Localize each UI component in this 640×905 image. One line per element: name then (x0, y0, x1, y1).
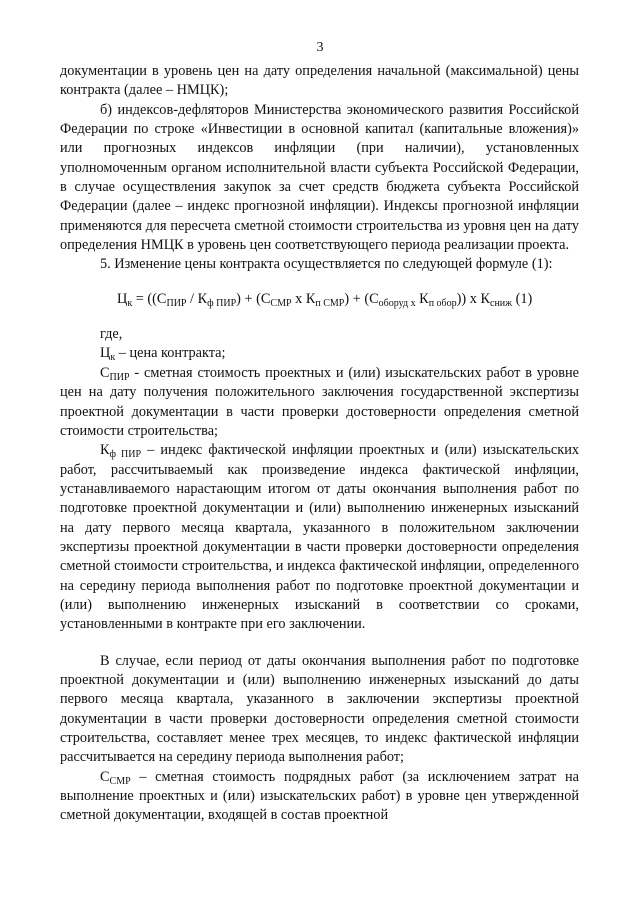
paragraph: документации в уровень цен на дату определения начальной (максимальной) цены контракта (далее – НМЦК); (60, 63, 579, 99)
page-number: 3 (316, 40, 324, 55)
definition-csmr (60, 768, 579, 826)
formula-subscript: сниж (490, 297, 513, 309)
paragraph: где, (100, 326, 123, 343)
formula-part: = ((С (132, 290, 167, 307)
formula-subscript: оборуд х (378, 297, 416, 309)
formula-subscript: п обор (428, 297, 457, 309)
definition-spir (60, 364, 579, 441)
symbol-subscript: к (110, 352, 116, 364)
paragraph: 5. Изменение цены контракта осуществляется по следующей формуле (1): (100, 256, 553, 273)
formula-part: ) + (С (344, 290, 379, 307)
document-body (60, 62, 579, 826)
symbol: С (100, 364, 110, 381)
definition-text: - сметная стоимость проектных и (или) изыскательских работ в уровне цен на дату получения положительного заключения государственной экспертизы проектной документации в части проверки достоверности определения сметной стоимости строительства; (60, 364, 579, 439)
formula-part: х К (291, 290, 316, 307)
formula-part: Ц (117, 290, 128, 307)
formula-part: )) х К (456, 290, 491, 307)
paragraph: б) индексов-дефляторов Министерства экономического развития Российской Федерации по строке «Инвестиции в основной капитал (капитальные вложения)» или прогнозных индексов инфляции (при наличии), установленных уполномоченным органом исполнительной власти субъекта Российской Федерации, в случае осуществления закупок за счет средств бюджета субъекта Российской Федерации (далее – индекс прогнозной инфляции). Индексы прогнозной инфляции применяются для пересчета сметной стоимости строительства из уровня цен на дату определения НМЦК в уровень цен соответствующего периода реализации проекта. (60, 101, 579, 254)
definition-text: – цена контракта; (115, 345, 226, 362)
formula-part: / К (186, 290, 208, 307)
definition-ck (60, 344, 579, 363)
definition-text: – индекс фактической инфляции проектных и (или) изыскательских работ, рассчитываемый как произведение индекса фактической инфляции, устанавливаемого нарастающим итогом от даты окончания выполнения работ по подготовке проектной документации и (или) выполнению инженерных изысканий на дату первого месяца квартала, указанного в положительном заключении экспертизы проектной документации в части проверки достоверности определения сметной стоимости строительства, и индекса фактической инфляции, определенного на середину периода выполнения работ по подготовке проектной документации и (или) выполнению инженерных изысканий в соответствии со сроками, установленными в контракте при его заключении. (60, 442, 580, 633)
formula-part: ) + (С (236, 290, 271, 307)
symbol-subscript: СМР (109, 775, 131, 787)
formula-subscript: п СМР (315, 297, 345, 309)
definition-text: – сметная стоимость подрядных работ (за исключением затрат на выполнение проектных и (или) изыскательских работ) в уровне цен утвержденной сметной документации, входящей в состав проектной (60, 768, 579, 824)
definition-kfpir (60, 441, 579, 634)
symbol: К (100, 442, 110, 459)
symbol-subscript: ПИР (109, 371, 130, 383)
symbol: Ц (100, 345, 111, 362)
formula-subscript: ф ПИР (207, 297, 237, 309)
paragraph: В случае, если период от даты окончания выполнения работ по подготовке проектной документации и (или) выполнению инженерных изысканий до даты первого месяца квартала, указанного в заключении экспертизы проектной документации в части проверки достоверности определения сметной стоимости строительства, составляет менее трех месяцев, то индекс фактической инфляции рассчитывается на середину периода выполнения работ; (60, 652, 579, 766)
formula-subscript: ПИР (166, 297, 187, 309)
formula-part: К (415, 290, 429, 307)
symbol-subscript: ф ПИР (109, 449, 142, 461)
symbol: С (100, 768, 110, 785)
formula-subscript: СМР (270, 297, 292, 309)
formula (60, 290, 579, 309)
formula-part: (1) (512, 290, 533, 307)
formula-subscript: к (127, 297, 133, 309)
